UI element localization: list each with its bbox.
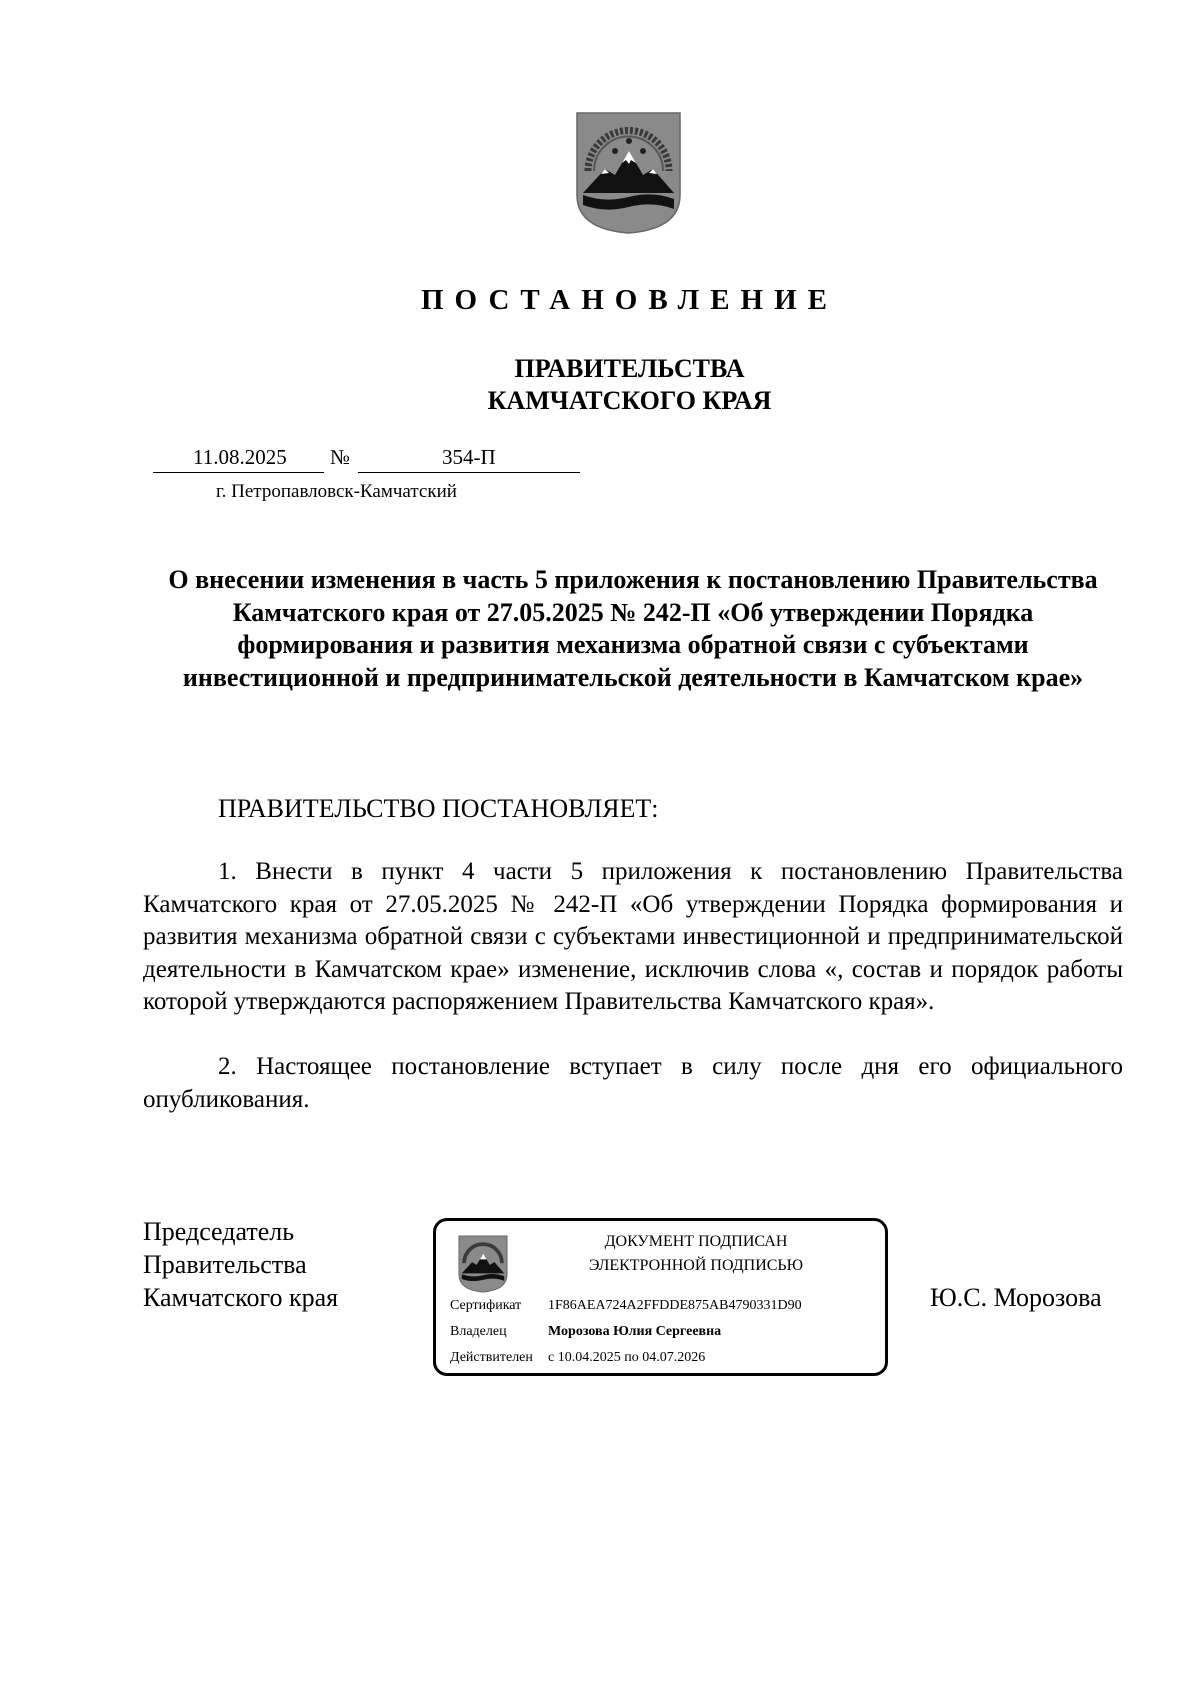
validity-label: Действителен [450,1350,533,1365]
owner-label: Владелец [450,1324,507,1339]
paragraph-1: 1. Внести в пункт 4 части 5 приложения к постановлению Правительства Камчатского края от 27.05.2025 № 242-П «Об утверждении Порядка формирования и развития механизма обратной связи с субъектами инвестиционной и предпринимательской деятельности в Камчатском крае» изменение, исключив слова «, состав и порядок работы которой утверждаются распоряжением Правительства Камчатского края». [143,858,1123,1016]
certificate-value: 1F86AEA724A2FFDDE875AB4790331D90 [548,1298,802,1313]
stamp-heading-line-1: ДОКУМЕНТ ПОДПИСАН [604,1233,788,1250]
electronic-signature-stamp [433,1218,888,1376]
certificate-label: Сертификат [450,1298,522,1313]
stamp-certificate-row [450,1297,802,1315]
paragraph-2: 2. Настоящее постановление вступает в силу после дня его официального опубликования. [143,1053,1123,1113]
document-place: г. Петропавловск-Камчатский [216,481,457,502]
coat-of-arms-icon [575,111,682,235]
validity-value: с 10.04.2025 по 04.07.2026 [548,1350,706,1365]
stamp-validity-row [450,1349,705,1367]
stamp-heading-line-2: ЭЛЕКТРОННОЙ ПОДПИСЬЮ [588,1257,804,1274]
document-date: 11.08.2025 [193,445,287,469]
authority-line-2: КАМЧАТСКОГО КРАЯ [487,386,772,415]
document-type-title: ПОСТАНОВЛЕНИЕ [420,284,838,316]
document-subject: О внесении изменения в часть 5 приложения к постановлению Правительства Камчатского края от 27.05.2025 № 242-П «Об утверждении Порядка формирования и развития механизма обратной связи с субъектами инвестиционной и предпринимательской деятельности в Камчатском крае» [168,565,1098,692]
signer-title-line-2: Правительства [143,1250,307,1279]
signer-name: Ю.С. Морозова [930,1283,1102,1312]
number-sign: № [330,445,351,469]
document-number: 354-П [442,445,496,469]
signer-title-line-3: Камчатского края [143,1283,339,1312]
preamble: ПРАВИТЕЛЬСТВО ПОСТАНОВЛЯЕТ: [218,794,659,823]
stamp-owner-row [450,1323,721,1341]
date-underline [153,472,324,473]
number-underline [358,472,580,473]
authority-line-1: ПРАВИТЕЛЬСТВА [514,354,745,383]
signer-title-line-1: Председатель [143,1217,295,1246]
stamp-coat-of-arms-icon [458,1235,508,1293]
owner-value: Морозова Юлия Сергеевна [548,1324,722,1339]
